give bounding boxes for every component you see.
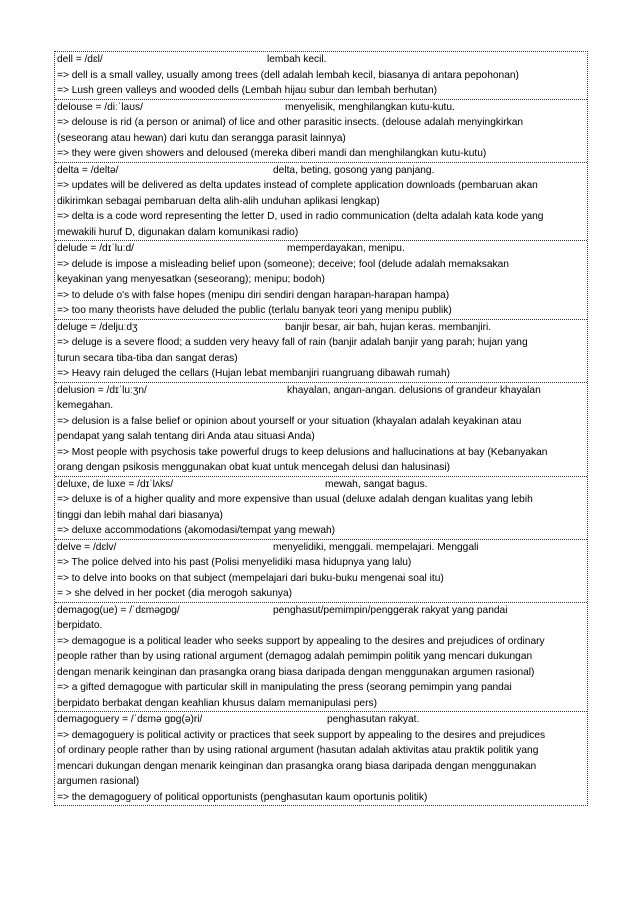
headword: delusion = /dɪˈluːʒn/ [57, 384, 147, 396]
headword: deluge = /deljuːdʒ [57, 321, 138, 333]
entry-headword-line [55, 100, 587, 116]
example-line: => updates will be delivered as delta updates instead of complete application downloads (pembaruan akan [57, 180, 538, 191]
example-line: => demagogue is a political leader who seeks support by appealing to the desires and prejudices of ordinary [57, 635, 545, 647]
entry-delude [55, 240, 587, 319]
example-line: => delta is a code word representing the letter D, used in radio communication (delta adalah kata kode yang [57, 211, 544, 222]
entry-headword-line [55, 383, 587, 399]
example-line: => to delve into books on that subject (mempelajari dari buku-buku mengenai soal itu) [57, 572, 444, 584]
example-line: dengan menarik keinginan dan prasangka orang biasa daripada dengan menggunakan argumen rasional) [57, 666, 535, 678]
entry-delouse [55, 99, 587, 162]
entry-headword-line [55, 241, 587, 257]
example-line: => demagoguery is political activity or practices that seek support by appealing to the desires and prejudices [57, 729, 546, 741]
meaning: delta, beting, gosong yang panjang. [273, 164, 435, 176]
meaning: penghasutan rakyat. [327, 714, 420, 725]
example-line: => The police delved into his past (Polisi menyelidiki masa hidupnya yang lalu) [57, 557, 412, 568]
entry-deluge [55, 319, 587, 382]
example-line: of ordinary people rather than by using rational argument (hasutan adalah aktivitas atau praktik politik yang [57, 745, 539, 756]
headword: demagoguery = /ˈdɛmə ɡɒɡ(ə)ri/ [57, 714, 203, 725]
meaning: menyelisik, menghilangkan kutu-kutu. [285, 101, 455, 113]
headword: dell = /dɛl/ [57, 54, 103, 65]
headword: delude = /dɪˈluːd/ [57, 243, 134, 254]
entry-headword-line [55, 540, 587, 556]
entry-delta [55, 162, 587, 241]
meaning: penghasut/pemimpin/penggerak rakyat yang pandai [273, 604, 508, 616]
entry-delusion [55, 382, 587, 476]
headword: deluxe, de luxe = /dɪˈlʌks/ [57, 478, 174, 490]
example-line: => too many theorists have deluded the public (terlalu banyak teori yang menipu publik) [57, 305, 452, 316]
headword: demagog(ue) = /ˈdɛməɡɒɡ/ [57, 604, 180, 616]
meaning: menyelidiki, menggali. mempelajari. Menggali [273, 541, 479, 553]
example-line: berpidato berbakat dengan keahlian khusus dalam memanipulasi pers) [57, 697, 377, 709]
example-line: => delude is impose a misleading belief upon (someone); deceive; fool (delude adalah memaksakan [57, 258, 509, 270]
meaning: lembah kecil. [267, 54, 327, 65]
entry-demagoguery [55, 711, 587, 805]
example-line: => delouse is rid (a person or animal) of lice and other parasitic insects. (delouse adalah menyingkirkan [57, 117, 524, 128]
example-line: => dell is a small valley, usually among trees (dell adalah lembah kecil, biasanya di antara pepohonan) [57, 69, 519, 81]
entry-headword-line [55, 52, 587, 68]
headword: delve = /dɛlv/ [57, 541, 117, 553]
meaning: banjir besar, air bah, hujan keras. membanjiri. [285, 321, 492, 333]
example-line: pendapat yang salah tentang diri Anda atau situasi Anda) [57, 431, 315, 442]
example-line: => a gifted demagogue with particular skill in manipulating the press (seorang pemimpin yang pandai [57, 682, 512, 693]
example-line: => the demagoguery of political opportunists (penghasutan kaum oportunis politik) [57, 791, 428, 803]
example-line: mencari dukungan dengan menarik keinginan dan prasangka orang biasa daripada dengan menggunakan [57, 760, 537, 772]
example-line: => Lush green valleys and wooded dells (Lembah hijau subur dan lembah berhutan) [57, 85, 438, 96]
entry-headword-line [55, 712, 587, 728]
example-line: => deluge is a severe flood; a sudden very heavy fall of rain (banjir adalah banjir yang parah; hujan yang [57, 337, 528, 348]
entry-delve [55, 539, 587, 602]
headword: delouse = /diːˈlaʊs/ [57, 101, 143, 113]
example-line: => deluxe accommodations (akomodasi/tempat yang mewah) [57, 525, 336, 536]
entry-headword-line [55, 320, 587, 336]
entry-deluxe [55, 476, 587, 539]
entry-headword-line [55, 477, 587, 493]
example-line: (seseorang atau hewan) dari kutu dan serangga parasit lainnya) [57, 132, 346, 144]
example-line: => deluxe is of a higher quality and more expensive than usual (deluxe adalah dengan kualitas yang lebih [57, 494, 533, 505]
example-line: turun secara tiba-tiba dan sangat deras) [57, 352, 238, 364]
example-line: keyakinan yang menyesatkan (seseorang); menipu; bodoh) [57, 274, 325, 285]
vocabulary-table [54, 51, 588, 806]
example-line: people rather than by using rational argument (demagog adalah pemimpin politik yang mencari dukungan [57, 651, 533, 662]
example-line: mewakili huruf D, digunakan dalam komunikasi radio) [57, 226, 299, 238]
entry-headword-line [55, 603, 587, 619]
example-line: => to delude o's with false hopes (menipu diri sendiri dengan harapan-harapan hampa) [57, 289, 450, 301]
entry-dell [55, 52, 587, 99]
example-line: argumen rasional) [57, 776, 140, 787]
example-line: => delusion is a false belief or opinion about yourself or your situation (khayalan adalah keyakinan atau [57, 415, 522, 427]
example-line: kemegahan. [57, 400, 114, 411]
example-line: => Heavy rain deluged the cellars (Hujan lebat membanjiri ruangruang dibawah rumah) [57, 368, 451, 379]
entry-headword-line [55, 163, 587, 179]
example-line: = > she delved in her pocket (dia merogoh sakunya) [57, 588, 293, 599]
meaning: khayalan, angan-angan. delusions of grandeur khayalan [287, 384, 541, 396]
meaning: memperdayakan, menipu. [287, 243, 405, 254]
example-line: => Most people with psychosis take powerful drugs to keep delusions and hallucinations at bay (Kebanyakan [57, 446, 548, 458]
headword: delta = /deltə/ [57, 164, 119, 176]
example-line: berpidato. [57, 620, 103, 631]
meaning: mewah, sangat bagus. [325, 478, 428, 490]
example-line: => they were given showers and deloused (mereka diberi mandi dan menghilangkan kutu-kutu) [57, 148, 487, 159]
example-line: tinggi dan lebih mahal dari biasanya) [57, 509, 223, 521]
example-line: dikirimkan sebagai pembaruan delta alih-alih unduhan aplikasi lengkap) [57, 195, 380, 207]
example-line: orang dengan psikosis menggunakan obat kuat untuk mencegah delusi dan halusinasi) [57, 462, 451, 473]
entry-demagogue [55, 602, 587, 712]
